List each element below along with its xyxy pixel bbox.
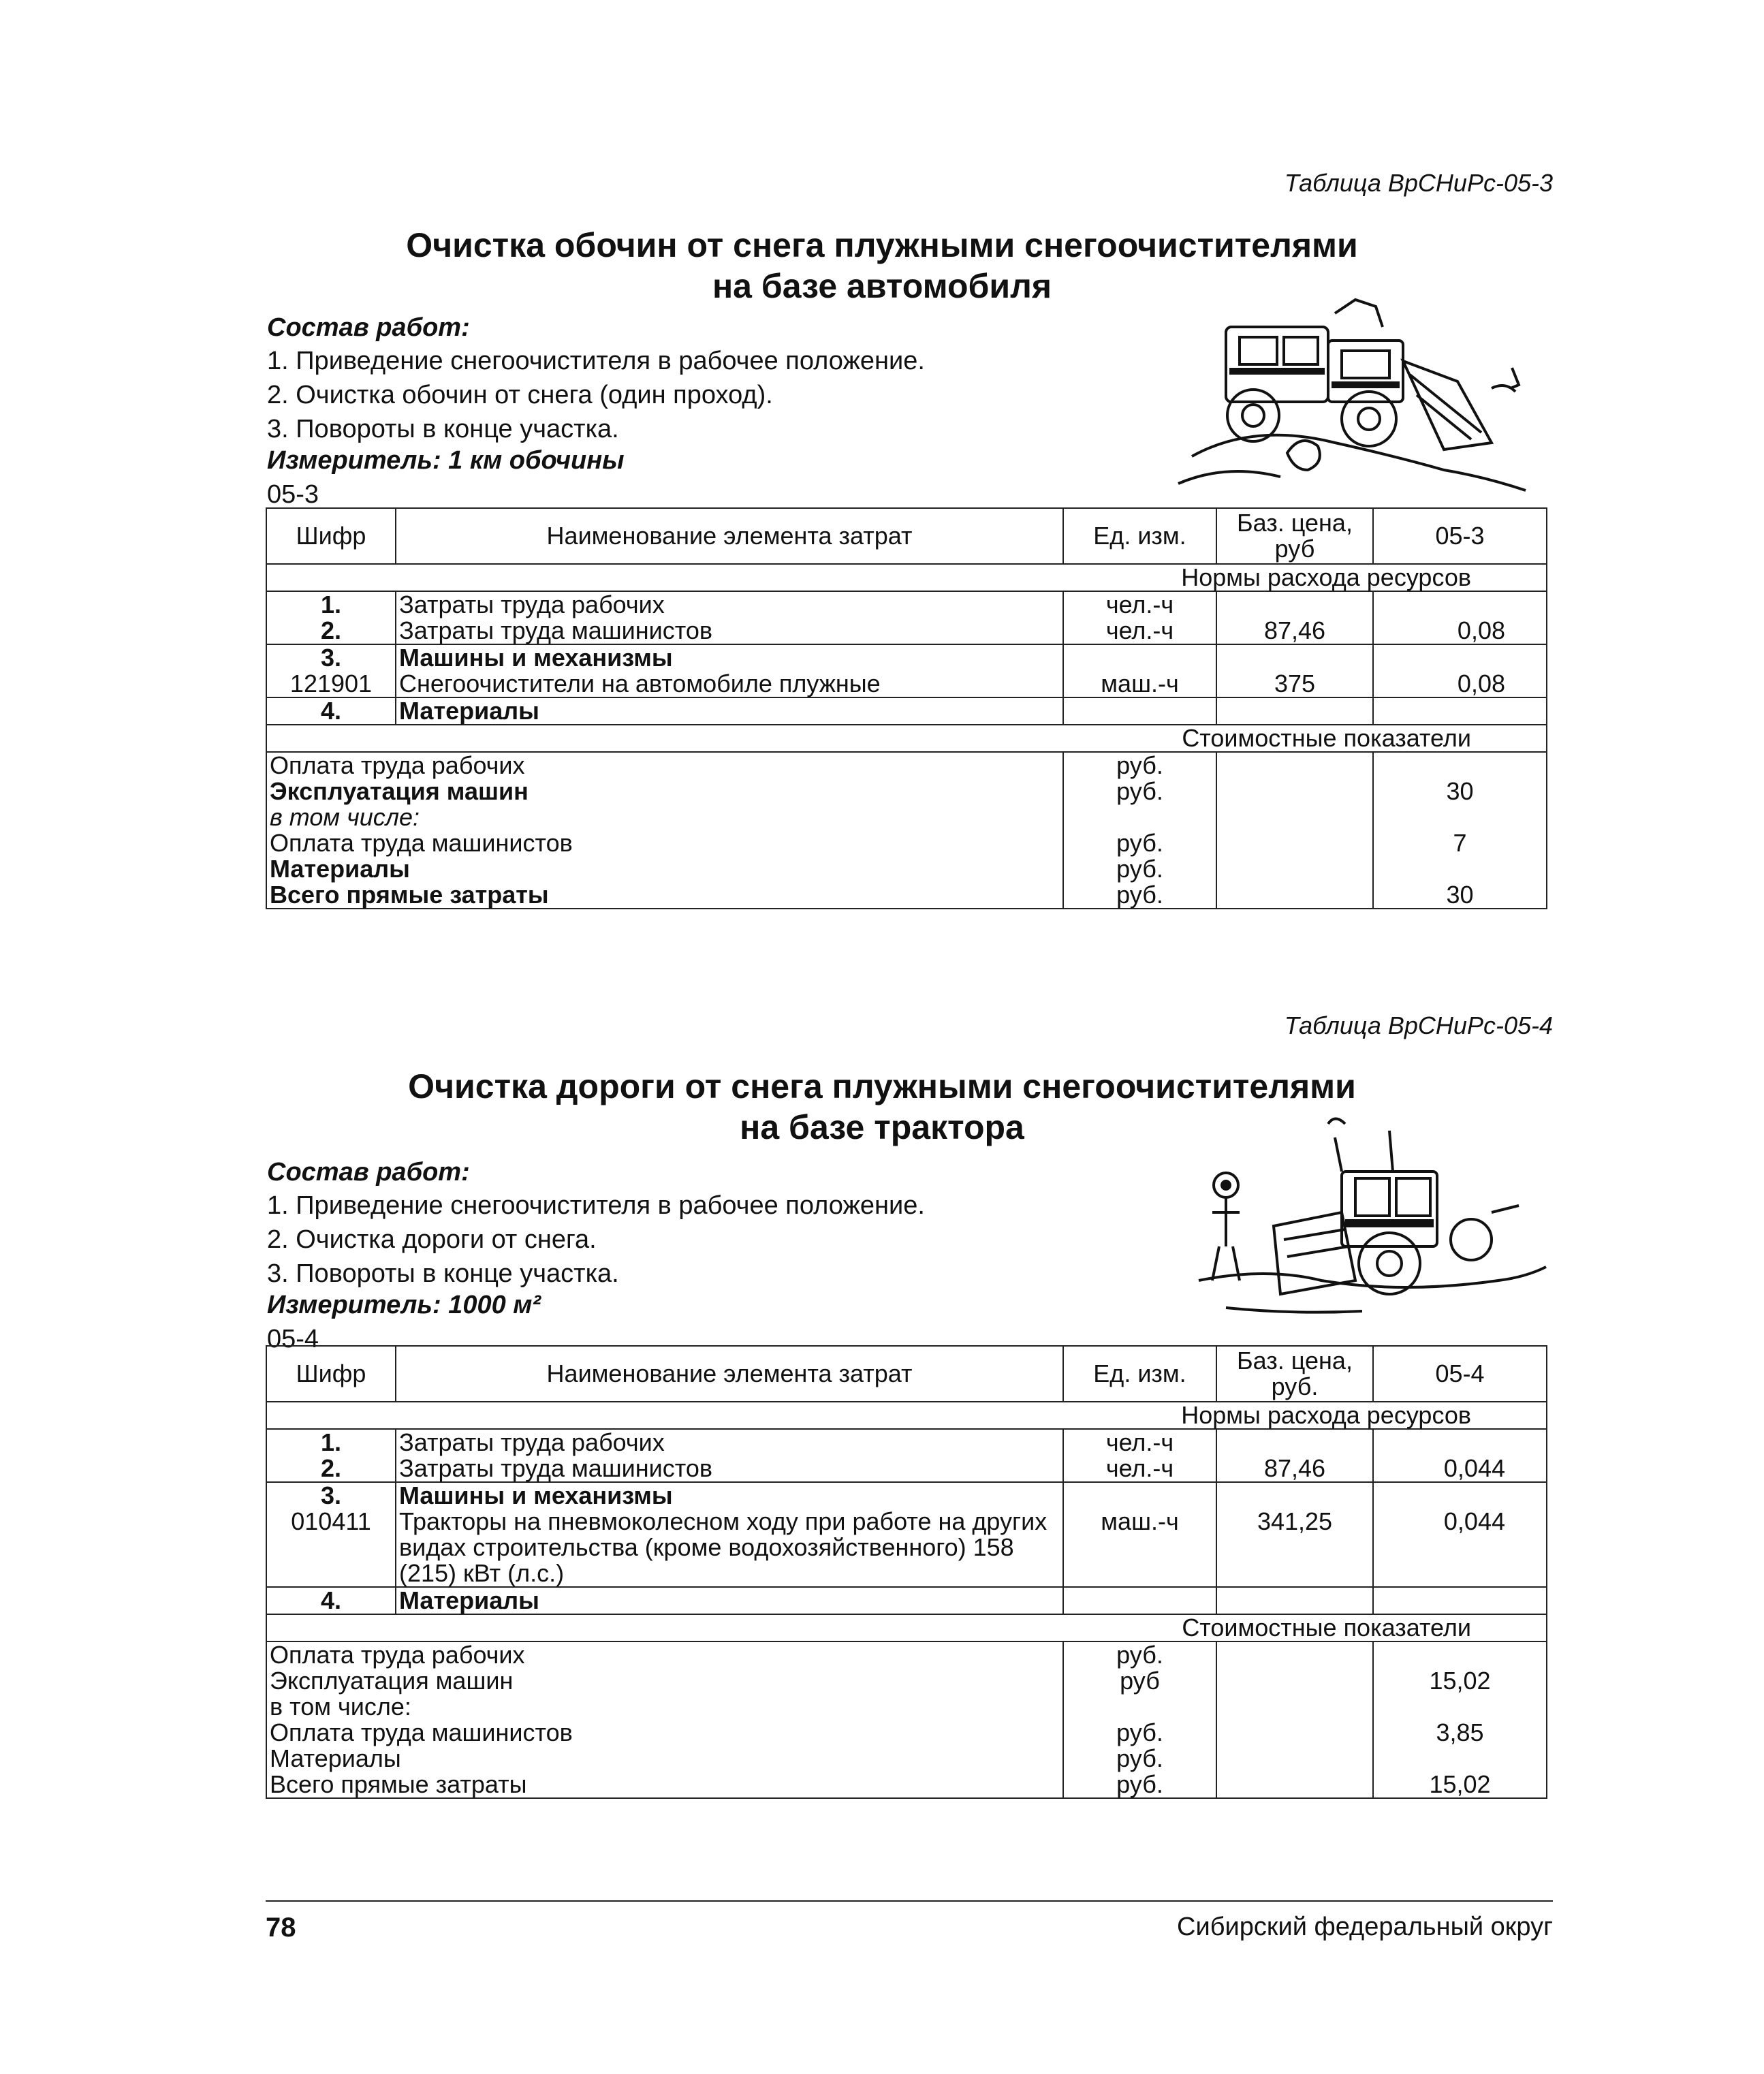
cost-value bbox=[1373, 752, 1547, 779]
row-value bbox=[1373, 644, 1547, 671]
header-unit: Ед. изм. bbox=[1063, 508, 1216, 564]
row-value: 0,044 bbox=[1373, 1456, 1547, 1482]
table-header-row bbox=[266, 1346, 1547, 1402]
row-unit bbox=[1063, 644, 1216, 671]
row-value bbox=[1373, 1482, 1547, 1509]
row-name: Затраты труда рабочих bbox=[396, 1429, 1063, 1456]
row-unit bbox=[1063, 1482, 1216, 1509]
row-price bbox=[1216, 1587, 1373, 1614]
cost-label: Оплата труда рабочих bbox=[266, 752, 1063, 779]
cost-row bbox=[266, 1641, 1547, 1668]
row-unit bbox=[1063, 1587, 1216, 1614]
measure-unit: Измеритель: 1 км обочины bbox=[267, 446, 625, 475]
work-item: 3. Повороты в конце участка. bbox=[267, 1259, 619, 1288]
row-name: Затраты труда рабочих bbox=[396, 591, 1063, 618]
cost-row bbox=[266, 1746, 1547, 1772]
page-number: 78 bbox=[266, 1913, 296, 1943]
row-price: 87,46 bbox=[1216, 618, 1373, 644]
row-unit: чел.-ч bbox=[1063, 1456, 1216, 1482]
cost-caption: Стоимостные показатели bbox=[266, 725, 1547, 752]
cost-unit: руб. bbox=[1063, 856, 1216, 882]
row-code: 4. bbox=[266, 697, 396, 725]
row-unit: чел.-ч bbox=[1063, 591, 1216, 618]
row-value bbox=[1373, 1587, 1547, 1614]
cost-unit: руб. bbox=[1063, 830, 1216, 856]
cost-label: Материалы bbox=[266, 1746, 1063, 1772]
cost-row bbox=[266, 830, 1547, 856]
cost-row bbox=[266, 1668, 1547, 1694]
row-price: 87,46 bbox=[1216, 1456, 1373, 1482]
cost-unit: руб. bbox=[1063, 779, 1216, 804]
footer-region: Сибирский федеральный округ bbox=[1177, 1913, 1553, 1941]
section-title-line2: на базе трактора bbox=[740, 1108, 1024, 1146]
snowplow-truck-illustration bbox=[1171, 286, 1539, 504]
cost-unit: руб. bbox=[1063, 1746, 1216, 1772]
cost-unit bbox=[1063, 1694, 1216, 1720]
work-item: 3. Повороты в конце участка. bbox=[267, 415, 619, 443]
section-title: Очистка дороги от снега плужными снегоочистителями bbox=[408, 1067, 1356, 1105]
table-header-row bbox=[266, 508, 1547, 564]
row-name: Материалы bbox=[396, 697, 1063, 725]
cost-caption-row bbox=[266, 1614, 1547, 1641]
norms-caption: Нормы расхода ресурсов bbox=[266, 1402, 1547, 1429]
row-name: Снегоочистители на автомобиле плужные bbox=[396, 671, 1063, 697]
table-row bbox=[266, 1482, 1547, 1509]
norms-caption-row bbox=[266, 1402, 1547, 1429]
header-name: Наименование элемента затрат bbox=[396, 1346, 1063, 1402]
row-price: 375 bbox=[1216, 671, 1373, 697]
cost-label: Эксплуатация машин bbox=[266, 779, 1063, 804]
cost-label: Материалы bbox=[266, 856, 1063, 882]
work-composition-heading: Состав работ: bbox=[267, 313, 470, 342]
table-row bbox=[266, 1587, 1547, 1614]
row-value: 0,08 bbox=[1373, 618, 1547, 644]
header-code: Шифр bbox=[266, 1346, 396, 1402]
tractor-snowplow-illustration bbox=[1185, 1110, 1553, 1335]
header-code: Шифр bbox=[266, 508, 396, 564]
cost-unit bbox=[1063, 804, 1216, 830]
row-value bbox=[1373, 591, 1547, 618]
row-name: Тракторы на пневмоколесном ходу при работе на других видах строительства (кроме водохозяйственного) 158 (215) кВт (л.с.) bbox=[396, 1509, 1063, 1587]
norms-caption: Нормы расхода ресурсов bbox=[266, 564, 1547, 591]
cost-unit: руб. bbox=[1063, 1641, 1216, 1668]
table-row bbox=[266, 697, 1547, 725]
section-title: Очистка обочин от снега плужными снегоочистителями bbox=[406, 226, 1358, 264]
cost-unit: руб bbox=[1063, 1668, 1216, 1694]
cost-value: 30 bbox=[1373, 882, 1547, 909]
row-code: 3. bbox=[266, 1482, 396, 1509]
row-price bbox=[1216, 1429, 1373, 1456]
row-code: 3. bbox=[266, 644, 396, 671]
cost-unit: руб. bbox=[1063, 1772, 1216, 1798]
cost-value: 30 bbox=[1373, 779, 1547, 804]
norms-caption-row bbox=[266, 564, 1547, 591]
table-row bbox=[266, 1509, 1547, 1587]
cost-row bbox=[266, 804, 1547, 830]
row-name: Машины и механизмы bbox=[396, 1482, 1063, 1509]
cost-value bbox=[1373, 1694, 1547, 1720]
header-norm-code: 05-3 bbox=[1373, 508, 1547, 564]
work-item: 2. Очистка обочин от снега (один проход). bbox=[267, 381, 773, 409]
work-item: 2. Очистка дороги от снега. bbox=[267, 1225, 597, 1254]
row-code: 4. bbox=[266, 1587, 396, 1614]
row-code: 1. bbox=[266, 591, 396, 618]
cost-unit: руб. bbox=[1063, 1720, 1216, 1746]
cost-label: Эксплуатация машин bbox=[266, 1668, 1063, 1694]
table-code: 05-4 bbox=[267, 1325, 319, 1353]
work-item: 1. Приведение снегоочистителя в рабочее положение. bbox=[267, 347, 925, 375]
row-price bbox=[1216, 1482, 1373, 1509]
table-row bbox=[266, 644, 1547, 671]
row-value: 0,08 bbox=[1373, 671, 1547, 697]
table-code: 05-3 bbox=[267, 480, 319, 509]
row-name: Затраты труда машинистов bbox=[396, 1456, 1063, 1482]
cost-label: в том числе: bbox=[266, 804, 1063, 830]
table-ref: Таблица ВрСНиРс-05-3 bbox=[1284, 169, 1553, 197]
norms-table bbox=[266, 507, 1547, 909]
cost-label: в том числе: bbox=[266, 1694, 1063, 1720]
table-row bbox=[266, 618, 1547, 644]
row-name: Затраты труда машинистов bbox=[396, 618, 1063, 644]
header-price: Баз. цена, руб. bbox=[1216, 1346, 1373, 1402]
header-unit: Ед. изм. bbox=[1063, 1346, 1216, 1402]
cost-unit: руб. bbox=[1063, 752, 1216, 779]
row-price bbox=[1216, 644, 1373, 671]
cost-row bbox=[266, 882, 1547, 909]
table-row bbox=[266, 1456, 1547, 1482]
footer-divider bbox=[266, 1900, 1553, 1902]
row-unit bbox=[1063, 697, 1216, 725]
cost-row bbox=[266, 1772, 1547, 1798]
row-code: 010411 bbox=[266, 1509, 396, 1587]
cost-value bbox=[1373, 1641, 1547, 1668]
row-price bbox=[1216, 591, 1373, 618]
table-row bbox=[266, 591, 1547, 618]
row-code: 2. bbox=[266, 618, 396, 644]
table-row bbox=[266, 671, 1547, 697]
row-value bbox=[1373, 1429, 1547, 1456]
row-code: 2. bbox=[266, 1456, 396, 1482]
row-code: 121901 bbox=[266, 671, 396, 697]
cost-value: 15,02 bbox=[1373, 1668, 1547, 1694]
table-row bbox=[266, 1429, 1547, 1456]
header-name: Наименование элемента затрат bbox=[396, 508, 1063, 564]
table-ref: Таблица ВрСНиРс-05-4 bbox=[1284, 1011, 1553, 1039]
cost-label: Оплата труда машинистов bbox=[266, 1720, 1063, 1746]
cost-value: 3,85 bbox=[1373, 1720, 1547, 1746]
cost-row bbox=[266, 856, 1547, 882]
row-code: 1. bbox=[266, 1429, 396, 1456]
section-title-line2: на базе автомобиля bbox=[712, 267, 1052, 305]
cost-label: Оплата труда машинистов bbox=[266, 830, 1063, 856]
header-norm-code: 05-4 bbox=[1373, 1346, 1547, 1402]
row-unit: чел.-ч bbox=[1063, 618, 1216, 644]
cost-value bbox=[1373, 856, 1547, 882]
norms-table bbox=[266, 1345, 1547, 1799]
cost-value bbox=[1373, 804, 1547, 830]
work-composition-heading: Состав работ: bbox=[267, 1158, 470, 1187]
work-item: 1. Приведение снегоочистителя в рабочее положение. bbox=[267, 1191, 925, 1220]
measure-unit: Измеритель: 1000 м² bbox=[267, 1291, 541, 1319]
row-value bbox=[1373, 697, 1547, 725]
cost-caption-row bbox=[266, 725, 1547, 752]
row-price: 341,25 bbox=[1216, 1509, 1373, 1587]
cost-row bbox=[266, 779, 1547, 804]
row-price bbox=[1216, 697, 1373, 725]
row-unit: чел.-ч bbox=[1063, 1429, 1216, 1456]
cost-value: 7 bbox=[1373, 830, 1547, 856]
cost-row bbox=[266, 752, 1547, 779]
row-unit: маш.-ч bbox=[1063, 671, 1216, 697]
row-name: Машины и механизмы bbox=[396, 644, 1063, 671]
cost-label: Оплата труда рабочих bbox=[266, 1641, 1063, 1668]
cost-label: Всего прямые затраты bbox=[266, 882, 1063, 909]
header-price: Баз. цена, руб bbox=[1216, 508, 1373, 564]
row-value: 0,044 bbox=[1373, 1509, 1547, 1587]
cost-row bbox=[266, 1720, 1547, 1746]
cost-value: 15,02 bbox=[1373, 1772, 1547, 1798]
cost-value bbox=[1373, 1746, 1547, 1772]
cost-label: Всего прямые затраты bbox=[266, 1772, 1063, 1798]
cost-row bbox=[266, 1694, 1547, 1720]
cost-unit: руб. bbox=[1063, 882, 1216, 909]
row-name: Материалы bbox=[396, 1587, 1063, 1614]
cost-caption: Стоимостные показатели bbox=[266, 1614, 1547, 1641]
row-unit: маш.-ч bbox=[1063, 1509, 1216, 1587]
